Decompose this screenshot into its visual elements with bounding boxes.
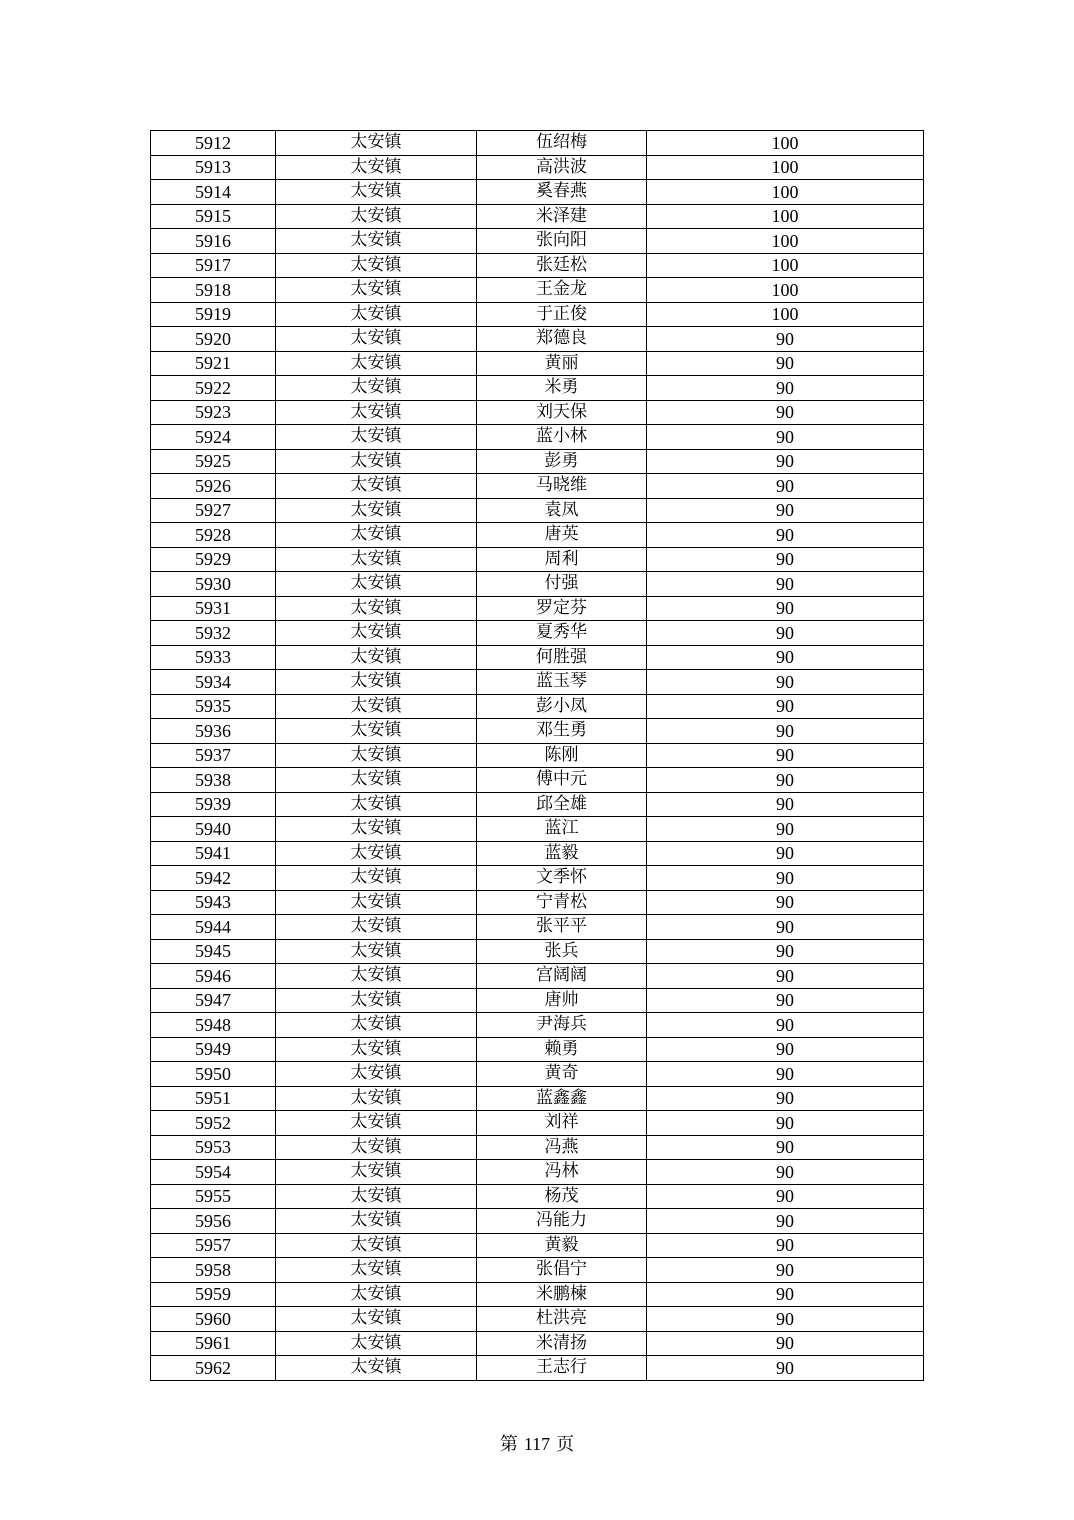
name-cell: 唐帅 [477,988,647,1013]
row-number-cell: 5912 [151,131,276,156]
name-cell: 张倡宁 [477,1258,647,1283]
table-row [151,131,924,156]
table-row [151,327,924,352]
town-cell: 太安镇 [276,792,477,817]
row-number-cell: 5943 [151,890,276,915]
amount-cell: 90 [647,719,924,744]
amount-cell: 90 [647,425,924,450]
amount-cell: 90 [647,547,924,572]
name-cell: 尹海兵 [477,1013,647,1038]
row-number-cell: 5938 [151,768,276,793]
town-cell: 太安镇 [276,302,477,327]
town-cell: 太安镇 [276,1135,477,1160]
name-cell: 王志行 [477,1356,647,1381]
town-cell: 太安镇 [276,351,477,376]
amount-cell: 90 [647,621,924,646]
town-cell: 太安镇 [276,719,477,744]
page-number: 117 [523,1434,551,1454]
name-cell: 何胜强 [477,645,647,670]
name-cell: 文季怀 [477,866,647,891]
name-cell: 冯林 [477,1160,647,1185]
amount-cell: 90 [647,743,924,768]
amount-cell: 90 [647,915,924,940]
table-row [151,204,924,229]
town-cell: 太安镇 [276,1062,477,1087]
table-row [151,400,924,425]
amount-cell: 90 [647,939,924,964]
table-body [151,131,924,1381]
name-cell: 罗定芬 [477,596,647,621]
table-row [151,866,924,891]
name-cell: 王金龙 [477,278,647,303]
amount-cell: 90 [647,523,924,548]
town-cell: 太安镇 [276,621,477,646]
table-row [151,523,924,548]
town-cell: 太安镇 [276,1160,477,1185]
amount-cell: 100 [647,253,924,278]
table-row [151,572,924,597]
name-cell: 黄丽 [477,351,647,376]
town-cell: 太安镇 [276,449,477,474]
amount-cell: 90 [647,1233,924,1258]
table-row [151,155,924,180]
town-cell: 太安镇 [276,131,477,156]
town-cell: 太安镇 [276,939,477,964]
row-number-cell: 5932 [151,621,276,646]
table-row [151,792,924,817]
amount-cell: 90 [647,1307,924,1332]
table-row [151,596,924,621]
amount-cell: 90 [647,1282,924,1307]
amount-cell: 90 [647,1209,924,1234]
row-number-cell: 5959 [151,1282,276,1307]
amount-cell: 100 [647,278,924,303]
table-row [151,1184,924,1209]
name-cell: 周利 [477,547,647,572]
name-cell: 赖勇 [477,1037,647,1062]
name-cell: 唐英 [477,523,647,548]
row-number-cell: 5960 [151,1307,276,1332]
name-cell: 蓝玉琴 [477,670,647,695]
name-cell: 宁青松 [477,890,647,915]
table-row [151,1037,924,1062]
town-cell: 太安镇 [276,1037,477,1062]
town-cell: 太安镇 [276,474,477,499]
town-cell: 太安镇 [276,1307,477,1332]
table-row [151,1282,924,1307]
town-cell: 太安镇 [276,155,477,180]
town-cell: 太安镇 [276,400,477,425]
row-number-cell: 5914 [151,180,276,205]
name-cell: 伍绍梅 [477,131,647,156]
name-cell: 蓝小林 [477,425,647,450]
name-cell: 刘祥 [477,1111,647,1136]
town-cell: 太安镇 [276,1258,477,1283]
town-cell: 太安镇 [276,645,477,670]
amount-cell: 90 [647,400,924,425]
name-cell: 蓝江 [477,817,647,842]
amount-cell: 90 [647,1258,924,1283]
name-cell: 张兵 [477,939,647,964]
town-cell: 太安镇 [276,327,477,352]
row-number-cell: 5922 [151,376,276,401]
table-row [151,719,924,744]
town-cell: 太安镇 [276,1233,477,1258]
row-number-cell: 5933 [151,645,276,670]
table-row [151,278,924,303]
row-number-cell: 5924 [151,425,276,450]
table-row [151,1356,924,1381]
amount-cell: 90 [647,1062,924,1087]
table-row [151,1258,924,1283]
table-row [151,1062,924,1087]
name-cell: 马晓维 [477,474,647,499]
table-row [151,743,924,768]
table-row [151,449,924,474]
table-row [151,694,924,719]
amount-cell: 90 [647,327,924,352]
row-number-cell: 5953 [151,1135,276,1160]
town-cell: 太安镇 [276,229,477,254]
amount-cell: 100 [647,155,924,180]
town-cell: 太安镇 [276,915,477,940]
row-number-cell: 5929 [151,547,276,572]
town-cell: 太安镇 [276,180,477,205]
amount-cell: 100 [647,229,924,254]
table-row [151,768,924,793]
table-row [151,376,924,401]
town-cell: 太安镇 [276,204,477,229]
table-row [151,890,924,915]
table-row [151,498,924,523]
amount-cell: 90 [647,474,924,499]
row-number-cell: 5930 [151,572,276,597]
amount-cell: 90 [647,792,924,817]
town-cell: 太安镇 [276,253,477,278]
name-cell: 黄奇 [477,1062,647,1087]
row-number-cell: 5919 [151,302,276,327]
row-number-cell: 5962 [151,1356,276,1381]
row-number-cell: 5954 [151,1160,276,1185]
table-row [151,817,924,842]
page-footer [0,1430,1074,1456]
name-cell: 宫阔阔 [477,964,647,989]
table-row [151,1233,924,1258]
table-row [151,964,924,989]
name-cell: 彭勇 [477,449,647,474]
town-cell: 太安镇 [276,425,477,450]
row-number-cell: 5946 [151,964,276,989]
amount-cell: 90 [647,817,924,842]
name-cell: 夏秀华 [477,621,647,646]
table-row [151,841,924,866]
table-row [151,645,924,670]
town-cell: 太安镇 [276,817,477,842]
amount-cell: 90 [647,670,924,695]
town-cell: 太安镇 [276,572,477,597]
name-cell: 黄毅 [477,1233,647,1258]
table-row [151,474,924,499]
amount-cell: 100 [647,131,924,156]
table-row [151,229,924,254]
town-cell: 太安镇 [276,768,477,793]
name-cell: 陈刚 [477,743,647,768]
town-cell: 太安镇 [276,1282,477,1307]
row-number-cell: 5958 [151,1258,276,1283]
row-number-cell: 5921 [151,351,276,376]
row-number-cell: 5951 [151,1086,276,1111]
amount-cell: 90 [647,768,924,793]
name-cell: 刘天保 [477,400,647,425]
footer-suffix: 页 [556,1434,575,1455]
amount-cell: 90 [647,988,924,1013]
name-cell: 张廷松 [477,253,647,278]
amount-cell: 90 [647,1086,924,1111]
row-number-cell: 5941 [151,841,276,866]
row-number-cell: 5915 [151,204,276,229]
row-number-cell: 5950 [151,1062,276,1087]
name-cell: 彭小凤 [477,694,647,719]
row-number-cell: 5925 [151,449,276,474]
row-number-cell: 5936 [151,719,276,744]
table-row [151,1160,924,1185]
row-number-cell: 5937 [151,743,276,768]
town-cell: 太安镇 [276,670,477,695]
amount-cell: 90 [647,1356,924,1381]
town-cell: 太安镇 [276,988,477,1013]
row-number-cell: 5928 [151,523,276,548]
name-cell: 高洪波 [477,155,647,180]
amount-cell: 90 [647,1013,924,1038]
row-number-cell: 5926 [151,474,276,499]
amount-cell: 90 [647,1160,924,1185]
name-cell: 郑德良 [477,327,647,352]
amount-cell: 90 [647,351,924,376]
row-number-cell: 5934 [151,670,276,695]
row-number-cell: 5923 [151,400,276,425]
row-number-cell: 5944 [151,915,276,940]
town-cell: 太安镇 [276,523,477,548]
amount-cell: 90 [647,1111,924,1136]
amount-cell: 90 [647,1037,924,1062]
amount-cell: 90 [647,449,924,474]
name-cell: 于正俊 [477,302,647,327]
table-row [151,1135,924,1160]
town-cell: 太安镇 [276,1331,477,1356]
town-cell: 太安镇 [276,596,477,621]
town-cell: 太安镇 [276,890,477,915]
amount-cell: 90 [647,866,924,891]
name-cell: 付强 [477,572,647,597]
town-cell: 太安镇 [276,964,477,989]
table-row [151,547,924,572]
name-cell: 冯能力 [477,1209,647,1234]
amount-cell: 90 [647,572,924,597]
town-cell: 太安镇 [276,1184,477,1209]
name-cell: 杜洪亮 [477,1307,647,1332]
name-cell: 邱全雄 [477,792,647,817]
name-cell: 张平平 [477,915,647,940]
data-table [150,130,924,1381]
table-row [151,425,924,450]
table-row [151,621,924,646]
row-number-cell: 5949 [151,1037,276,1062]
table-row [151,670,924,695]
amount-cell: 90 [647,1331,924,1356]
town-cell: 太安镇 [276,1356,477,1381]
footer-prefix: 第 [499,1434,518,1455]
row-number-cell: 5916 [151,229,276,254]
table-row [151,351,924,376]
name-cell: 奚春燕 [477,180,647,205]
amount-cell: 90 [647,841,924,866]
amount-cell: 90 [647,498,924,523]
town-cell: 太安镇 [276,1111,477,1136]
table-row [151,915,924,940]
table-row [151,1086,924,1111]
amount-cell: 90 [647,1184,924,1209]
town-cell: 太安镇 [276,1013,477,1038]
amount-cell: 100 [647,180,924,205]
name-cell: 米泽建 [477,204,647,229]
name-cell: 米勇 [477,376,647,401]
row-number-cell: 5927 [151,498,276,523]
row-number-cell: 5917 [151,253,276,278]
town-cell: 太安镇 [276,743,477,768]
name-cell: 傅中元 [477,768,647,793]
row-number-cell: 5948 [151,1013,276,1038]
name-cell: 邓生勇 [477,719,647,744]
table-row [151,253,924,278]
row-number-cell: 5939 [151,792,276,817]
name-cell: 蓝鑫鑫 [477,1086,647,1111]
row-number-cell: 5961 [151,1331,276,1356]
amount-cell: 90 [647,1135,924,1160]
row-number-cell: 5942 [151,866,276,891]
row-number-cell: 5935 [151,694,276,719]
row-number-cell: 5913 [151,155,276,180]
table-row [151,302,924,327]
table-row [151,988,924,1013]
table-row [151,1209,924,1234]
town-cell: 太安镇 [276,547,477,572]
amount-cell: 100 [647,302,924,327]
row-number-cell: 5956 [151,1209,276,1234]
name-cell: 冯燕 [477,1135,647,1160]
amount-cell: 90 [647,596,924,621]
row-number-cell: 5918 [151,278,276,303]
row-number-cell: 5955 [151,1184,276,1209]
table-row [151,1331,924,1356]
town-cell: 太安镇 [276,1209,477,1234]
town-cell: 太安镇 [276,498,477,523]
table-row [151,180,924,205]
name-cell: 杨茂 [477,1184,647,1209]
table-row [151,1307,924,1332]
table-row [151,939,924,964]
name-cell: 米鹏楝 [477,1282,647,1307]
row-number-cell: 5957 [151,1233,276,1258]
town-cell: 太安镇 [276,841,477,866]
town-cell: 太安镇 [276,1086,477,1111]
amount-cell: 90 [647,694,924,719]
town-cell: 太安镇 [276,376,477,401]
name-cell: 蓝毅 [477,841,647,866]
amount-cell: 90 [647,645,924,670]
row-number-cell: 5920 [151,327,276,352]
name-cell: 张向阳 [477,229,647,254]
row-number-cell: 5940 [151,817,276,842]
town-cell: 太安镇 [276,866,477,891]
amount-cell: 90 [647,890,924,915]
table-row [151,1013,924,1038]
amount-cell: 100 [647,204,924,229]
amount-cell: 90 [647,376,924,401]
row-number-cell: 5952 [151,1111,276,1136]
row-number-cell: 5947 [151,988,276,1013]
table-row [151,1111,924,1136]
row-number-cell: 5931 [151,596,276,621]
amount-cell: 90 [647,964,924,989]
town-cell: 太安镇 [276,278,477,303]
row-number-cell: 5945 [151,939,276,964]
town-cell: 太安镇 [276,694,477,719]
name-cell: 米清扬 [477,1331,647,1356]
name-cell: 袁凤 [477,498,647,523]
